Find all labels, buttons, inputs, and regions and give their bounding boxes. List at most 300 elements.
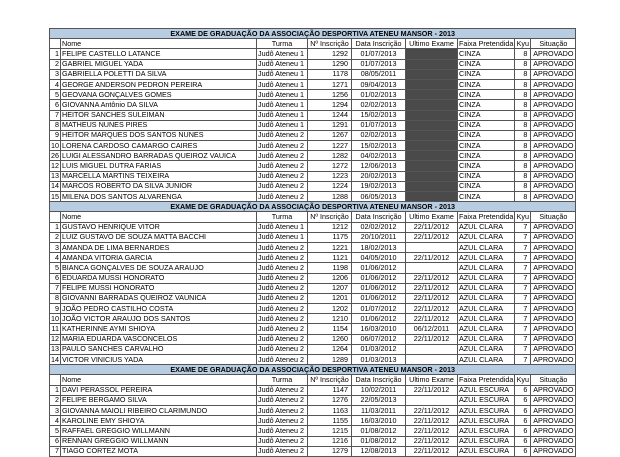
target-belt: AZUL CLARA	[458, 334, 515, 344]
row-index: 11	[50, 324, 61, 334]
header-faixa: Faixa Pretendida	[459, 374, 514, 384]
registration-date: 02/02/2013	[352, 130, 406, 140]
row-index: 12	[51, 334, 59, 344]
kyu-grade: 8	[515, 151, 531, 161]
last-exam-date	[406, 79, 458, 89]
registration-number: 1121	[308, 253, 352, 263]
class-turma: Judô Ateneu 1	[257, 110, 308, 120]
result-status: APROVADO	[531, 130, 576, 140]
class-turma: Judô Ateneu 1	[257, 59, 308, 69]
table-row	[50, 446, 576, 456]
result-status: APROVADO	[531, 304, 576, 314]
registration-date: 16/03/2010	[352, 324, 406, 334]
class-turma: Judô Ateneu 2	[257, 130, 308, 140]
row-index: 6	[50, 100, 61, 110]
class-turma: Judô Ateneu 1	[257, 90, 308, 100]
last-exam-date: 22/11/2012	[406, 436, 458, 446]
class-turma: Judô Ateneu 2	[257, 151, 308, 161]
result-status: APROVADO	[531, 253, 576, 263]
registration-date: 12/06/2013	[352, 161, 406, 171]
result-status: APROVADO	[531, 120, 576, 130]
table-row	[50, 192, 576, 202]
kyu-grade: 7	[515, 334, 531, 344]
student-name: FELIPE CASTELLO LATANCE	[61, 49, 257, 59]
registration-date: 01/03/2012	[352, 344, 406, 354]
student-name: LORENA CARDOSO CAMARGO CAIRES	[61, 141, 257, 151]
registration-number: 1289	[308, 355, 352, 365]
class-turma: Judô Ateneu 2	[257, 395, 308, 405]
student-name: DAVI PERASSOL PEREIRA	[61, 385, 257, 395]
target-belt: AZUL CLARA	[458, 344, 515, 354]
last-exam-date: 06/12/2011	[406, 324, 458, 334]
section-title: EXAME DE GRADUAÇÃO DA ASSOCIAÇÃO DESPORTIVA ATENEU MANSOR - 2013	[50, 365, 576, 375]
last-exam-date	[406, 110, 458, 120]
table-row	[50, 355, 576, 365]
kyu-grade: 7	[515, 263, 531, 273]
student-name: FELIPE BERGAMO SILVA	[61, 395, 257, 405]
registration-date: 01/08/2012	[352, 426, 406, 436]
kyu-grade: 8	[515, 69, 531, 79]
last-exam-date	[406, 151, 458, 161]
header-data-inscricao: Data Inscrição	[352, 39, 406, 49]
target-belt: AZUL ESCURA	[458, 436, 515, 446]
kyu-grade: 6	[515, 405, 531, 415]
last-exam-date: 22/11/2012	[406, 293, 458, 303]
registration-number: 1178	[308, 69, 352, 79]
header-index-blank	[50, 39, 61, 49]
table-row	[50, 49, 576, 59]
student-name: MILENA DOS SANTOS ALVARENGA	[61, 192, 257, 202]
result-status: APROVADO	[531, 426, 576, 436]
last-exam-date	[406, 130, 458, 140]
registration-date: 01/06/2012	[352, 263, 406, 273]
target-belt: CINZA	[458, 120, 515, 130]
student-name: GIOVANNI BARRADAS QUEIROZ VAUNICA	[61, 293, 257, 303]
kyu-grade: 6	[515, 416, 531, 426]
student-name: AMANDA VITORIA GARCIA	[61, 253, 257, 263]
result-status: APROVADO	[531, 355, 576, 365]
kyu-grade: 7	[515, 273, 531, 283]
result-status: APROVADO	[531, 69, 576, 79]
column-header-row	[50, 212, 576, 222]
header-ultimo-exame: Ultimo Exame	[406, 39, 458, 49]
row-index: 1	[50, 222, 61, 232]
kyu-grade: 7	[515, 304, 531, 314]
registration-date: 10/02/2011	[352, 385, 406, 395]
target-belt: AZUL CLARA	[458, 355, 515, 365]
class-turma: Judô Ateneu 1	[257, 100, 308, 110]
registration-number: 1175	[308, 232, 352, 242]
registration-number: 1207	[308, 283, 352, 293]
row-index: 26	[51, 150, 59, 160]
kyu-grade: 8	[515, 141, 531, 151]
registration-date: 06/07/2012	[352, 334, 406, 344]
row-index: 8	[50, 293, 61, 303]
row-index: 9	[50, 130, 61, 140]
registration-number: 1294	[308, 100, 352, 110]
table-row	[50, 171, 576, 181]
registration-date: 01/07/2013	[352, 49, 406, 59]
row-index: 15	[51, 191, 59, 201]
registration-number: 1227	[308, 141, 352, 151]
registration-date: 02/02/2013	[352, 100, 406, 110]
last-exam-date	[406, 171, 458, 181]
class-turma: Judô Ateneu 1	[257, 49, 308, 59]
kyu-grade: 6	[515, 385, 531, 395]
table-row	[50, 344, 576, 354]
registration-date: 01/06/2012	[352, 273, 406, 283]
kyu-grade: 7	[515, 242, 531, 252]
row-index: 3	[50, 242, 61, 252]
student-name: GABRIEL MIGUEL YADA	[61, 59, 257, 69]
student-name: HEITOR SANCHES SULEIMAN	[61, 110, 257, 120]
kyu-grade: 7	[515, 344, 531, 354]
last-exam-date	[406, 181, 458, 191]
target-belt: AZUL CLARA	[458, 324, 515, 334]
table-row	[50, 232, 576, 242]
registration-date: 19/02/2013	[352, 181, 406, 191]
table-row	[50, 100, 576, 110]
registration-date: 08/05/2011	[352, 69, 406, 79]
class-turma: Judô Ateneu 2	[257, 355, 308, 365]
table-row	[50, 242, 576, 252]
student-name: AMANDA DE LIMA BERNARDES	[61, 242, 257, 252]
class-turma: Judô Ateneu 1	[257, 232, 308, 242]
result-status: APROVADO	[531, 344, 576, 354]
row-index: 6	[50, 436, 61, 446]
table-row	[50, 436, 576, 446]
table-row	[50, 90, 576, 100]
header-ultimo-exame: Ultimo Exame	[406, 212, 458, 222]
target-belt: CINZA	[458, 161, 515, 171]
student-name: GUSTAVO HENRIQUE VITOR	[61, 222, 257, 232]
table-row	[50, 59, 576, 69]
student-name: GIOVANNA MAIOLI RIBEIRO CLARIMUNDO	[61, 405, 257, 415]
registration-number: 1201	[308, 293, 352, 303]
result-status: APROVADO	[531, 385, 576, 395]
result-status: APROVADO	[531, 314, 576, 324]
registration-date: 01/03/2013	[352, 355, 406, 365]
student-name: KATHERINNE AYMI SHIOYA	[61, 324, 257, 334]
last-exam-date: 22/11/2012	[406, 283, 458, 293]
registration-date: 01/06/2012	[352, 314, 406, 324]
class-turma: Judô Ateneu 1	[257, 79, 308, 89]
class-turma: Judô Ateneu 2	[257, 436, 308, 446]
table-row	[50, 395, 576, 405]
result-status: APROVADO	[531, 395, 576, 405]
table-row	[50, 426, 576, 436]
student-name: RENNAN GREGGIO WILLMANN	[61, 436, 257, 446]
class-turma: Judô Ateneu 2	[257, 171, 308, 181]
target-belt: AZUL CLARA	[458, 293, 515, 303]
result-status: APROVADO	[531, 446, 576, 456]
registration-date: 01/07/2013	[352, 120, 406, 130]
last-exam-date	[406, 141, 458, 151]
sheet-body	[50, 29, 576, 457]
registration-date: 06/05/2013	[352, 192, 406, 202]
kyu-grade: 8	[515, 90, 531, 100]
table-row	[50, 293, 576, 303]
target-belt: AZUL ESCURA	[458, 426, 515, 436]
section-title-row	[50, 202, 576, 212]
last-exam-date	[406, 69, 458, 79]
class-turma: Judô Ateneu 2	[257, 304, 308, 314]
row-index: 14	[51, 354, 59, 364]
registration-number: 1271	[308, 79, 352, 89]
kyu-grade: 7	[515, 232, 531, 242]
row-index: 7	[50, 110, 61, 120]
kyu-grade: 8	[515, 130, 531, 140]
last-exam-date: 22/11/2012	[406, 273, 458, 283]
registration-date: 15/02/2013	[352, 110, 406, 120]
row-index: 4	[50, 79, 61, 89]
class-turma: Judô Ateneu 2	[257, 385, 308, 395]
student-name: GEOVANA GONÇALVES GOMES	[61, 90, 257, 100]
result-status: APROVADO	[531, 181, 576, 191]
section-title: EXAME DE GRADUAÇÃO DA ASSOCIAÇÃO DESPORTIVA ATENEU MANSOR - 2013	[50, 202, 576, 212]
table-row	[50, 405, 576, 415]
target-belt: AZUL CLARA	[458, 304, 515, 314]
kyu-grade: 8	[515, 49, 531, 59]
last-exam-date	[406, 120, 458, 130]
row-index: 1	[50, 49, 61, 59]
table-row	[50, 253, 576, 263]
table-row	[50, 130, 576, 140]
class-turma: Judô Ateneu 2	[257, 324, 308, 334]
table-row	[50, 161, 576, 171]
column-header-row	[50, 375, 576, 385]
kyu-grade: 8	[515, 161, 531, 171]
student-name: EDUARDA MUSSI HONORATO	[61, 273, 257, 283]
registration-number: 1272	[308, 161, 352, 171]
header-name: Nome	[61, 212, 257, 222]
registration-date: 01/08/2012	[352, 436, 406, 446]
row-index: 13	[51, 344, 59, 354]
result-status: APROVADO	[531, 59, 576, 69]
class-turma: Judô Ateneu 2	[257, 416, 308, 426]
student-name: GEORGE ANDERSON PEDRON PEREIRA	[61, 79, 257, 89]
registration-number: 1260	[308, 334, 352, 344]
header-inscricao: Nº Inscrição	[308, 39, 352, 49]
registration-date: 18/02/2013	[352, 242, 406, 252]
table-row	[50, 181, 576, 191]
last-exam-date	[406, 59, 458, 69]
class-turma: Judô Ateneu 2	[257, 161, 308, 171]
target-belt: CINZA	[458, 90, 515, 100]
target-belt: CINZA	[458, 151, 515, 161]
table-row	[50, 263, 576, 273]
student-name: MARCELLA MARTINS TEIXEIRA	[61, 171, 257, 181]
row-index: 10	[51, 313, 59, 323]
target-belt: CINZA	[458, 141, 515, 151]
kyu-grade: 8	[515, 120, 531, 130]
section-title-row	[50, 29, 576, 39]
class-turma: Judô Ateneu 2	[257, 141, 308, 151]
last-exam-date: 22/11/2012	[406, 446, 458, 456]
registration-number: 1292	[308, 49, 352, 59]
table-row	[50, 69, 576, 79]
registration-number: 1206	[308, 273, 352, 283]
section-title-row	[50, 365, 576, 375]
registration-number: 1244	[308, 110, 352, 120]
last-exam-date: 22/11/2012	[406, 222, 458, 232]
row-index: 3	[50, 69, 61, 79]
registration-date: 20/02/2013	[352, 171, 406, 181]
registration-date: 01/07/2012	[352, 304, 406, 314]
result-status: APROVADO	[531, 283, 576, 293]
registration-number: 1216	[308, 436, 352, 446]
kyu-grade: 8	[515, 171, 531, 181]
table-row	[50, 151, 576, 161]
target-belt: CINZA	[458, 59, 515, 69]
class-turma: Judô Ateneu 2	[257, 283, 308, 293]
class-turma: Judô Ateneu 2	[257, 253, 308, 263]
student-name: LUIZ GUSTAVO DE SOUZA MATTA BACCHI	[61, 232, 257, 242]
result-status: APROVADO	[531, 263, 576, 273]
target-belt: CINZA	[458, 130, 515, 140]
header-data-inscricao: Data Inscrição	[352, 375, 406, 385]
target-belt: AZUL CLARA	[458, 222, 515, 232]
result-status: APROVADO	[531, 110, 576, 120]
row-index: 13	[51, 171, 59, 181]
kyu-grade: 7	[515, 324, 531, 334]
last-exam-date	[406, 161, 458, 171]
kyu-grade: 8	[515, 79, 531, 89]
class-turma: Judô Ateneu 2	[257, 344, 308, 354]
last-exam-date: 22/11/2012	[406, 232, 458, 242]
registration-number: 1267	[308, 130, 352, 140]
student-name: JOÃO VICTOR ARAUJO DOS SANTOS	[61, 314, 257, 324]
registration-number: 1202	[308, 304, 352, 314]
row-index: 1	[50, 385, 61, 395]
kyu-grade: 8	[515, 192, 531, 202]
result-status: APROVADO	[531, 192, 576, 202]
graduation-exam-sheet	[49, 28, 576, 457]
student-name: JOÃO PEDRO CASTILHO COSTA	[61, 304, 257, 314]
student-name: GIOVANNA Antônio DA SILVA	[61, 100, 257, 110]
class-turma: Judô Ateneu 2	[257, 192, 308, 202]
registration-number: 1288	[308, 192, 352, 202]
registration-date: 04/02/2013	[352, 151, 406, 161]
registration-number: 1198	[308, 263, 352, 273]
table-row	[50, 222, 576, 232]
header-situacao: Situação	[531, 375, 576, 385]
row-index: 14	[51, 181, 59, 191]
header-situacao: Situação	[531, 212, 576, 222]
student-name: KAROLINE EMY SHIOYA	[61, 416, 257, 426]
kyu-grade: 8	[515, 110, 531, 120]
section-title: EXAME DE GRADUAÇÃO DA ASSOCIAÇÃO DESPORTIVA ATENEU MANSOR - 2013	[50, 29, 576, 39]
last-exam-date: 22/11/2012	[406, 253, 458, 263]
registration-number: 1224	[308, 181, 352, 191]
class-turma: Judô Ateneu 2	[257, 293, 308, 303]
target-belt: AZUL CLARA	[458, 273, 515, 283]
registration-date: 22/05/2013	[352, 395, 406, 405]
target-belt: AZUL CLARA	[458, 242, 515, 252]
last-exam-date: 22/11/2012	[406, 314, 458, 324]
target-belt: AZUL CLARA	[458, 253, 515, 263]
header-kyu: Kyu	[516, 38, 530, 48]
column-header-row	[50, 39, 576, 49]
result-status: APROVADO	[531, 232, 576, 242]
table-row	[50, 120, 576, 130]
kyu-grade: 6	[515, 426, 531, 436]
class-turma: Judô Ateneu 2	[257, 446, 308, 456]
registration-date: 11/03/2011	[352, 405, 406, 415]
registration-number: 1282	[308, 151, 352, 161]
target-belt: CINZA	[458, 171, 515, 181]
target-belt: AZUL ESCURA	[458, 446, 515, 456]
result-status: APROVADO	[531, 222, 576, 232]
header-data-inscricao: Data Inscrição	[352, 212, 406, 222]
row-index: 5	[50, 426, 61, 436]
registration-number: 1154	[308, 324, 352, 334]
result-status: APROVADO	[531, 79, 576, 89]
last-exam-date	[406, 395, 458, 405]
registration-date: 20/10/2011	[352, 232, 406, 242]
student-name: BIANCA GONÇALVES DE SOUZA ARAUJO	[61, 263, 257, 273]
student-name: FELIPE MUSSI HONORATO	[61, 283, 257, 293]
class-turma: Judô Ateneu 2	[257, 273, 308, 283]
registration-date: 16/03/2010	[352, 416, 406, 426]
class-turma: Judô Ateneu 2	[257, 263, 308, 273]
registration-date: 01/02/2013	[352, 90, 406, 100]
row-index: 3	[50, 405, 61, 415]
student-name: GABRIELLA POLETTI DA SILVA	[61, 69, 257, 79]
target-belt: AZUL ESCURA	[458, 385, 515, 395]
student-name: VICTOR VINICIUS YADA	[61, 355, 257, 365]
result-status: APROVADO	[531, 151, 576, 161]
row-index: 5	[50, 263, 61, 273]
result-status: APROVADO	[531, 141, 576, 151]
header-inscricao: Nº Inscrição	[308, 375, 352, 385]
header-turma: Turma	[257, 212, 308, 222]
kyu-grade: 8	[515, 100, 531, 110]
student-name: HEITOR MARQUES DOS SANTOS NUNES	[61, 130, 257, 140]
target-belt: CINZA	[458, 69, 515, 79]
kyu-grade: 7	[515, 293, 531, 303]
table-row	[50, 416, 576, 426]
student-name: PAULO SANCHES CARVALHO	[61, 344, 257, 354]
student-name: MARIA EDUARDA VASCONCELOS	[61, 334, 257, 344]
table-row	[50, 304, 576, 314]
target-belt: AZUL CLARA	[458, 232, 515, 242]
kyu-grade: 8	[515, 181, 531, 191]
kyu-grade: 7	[515, 222, 531, 232]
registration-number: 1163	[308, 405, 352, 415]
last-exam-date	[406, 49, 458, 59]
table-row	[50, 324, 576, 334]
result-status: APROVADO	[531, 273, 576, 283]
registration-number: 1291	[308, 120, 352, 130]
last-exam-date	[406, 344, 458, 354]
class-turma: Judô Ateneu 1	[257, 69, 308, 79]
result-status: APROVADO	[531, 49, 576, 59]
student-name: MARCOS ROBERTO DA SILVA JUNIOR	[61, 181, 257, 191]
registration-date: 15/02/2013	[352, 141, 406, 151]
header-turma: Turma	[257, 375, 308, 385]
last-exam-date	[406, 263, 458, 273]
result-status: APROVADO	[531, 405, 576, 415]
header-index-blank	[50, 375, 61, 385]
student-name: TIAGO CORTEZ MOTA	[61, 446, 257, 456]
result-status: APROVADO	[531, 242, 576, 252]
target-belt: CINZA	[458, 49, 515, 59]
table-row	[50, 79, 576, 89]
registration-date: 02/02/2012	[352, 222, 406, 232]
last-exam-date: 22/11/2012	[406, 385, 458, 395]
kyu-grade: 6	[515, 395, 531, 405]
